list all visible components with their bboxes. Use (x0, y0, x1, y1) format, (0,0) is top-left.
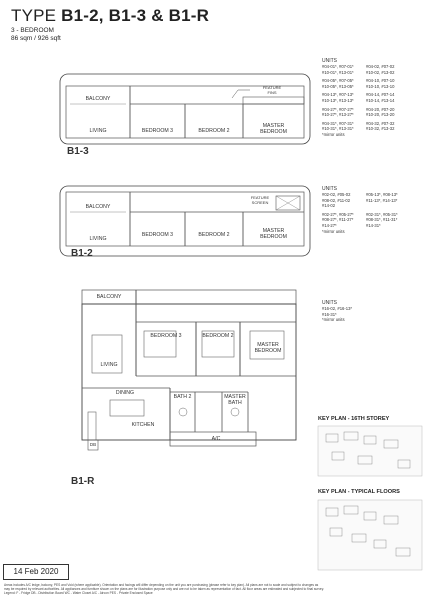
b12-master-label: MASTER BEDROOM (260, 228, 287, 240)
b1r-units-grid (322, 306, 430, 317)
b12-bedroom2-label: BEDROOM 2 (198, 232, 230, 238)
b1r-balcony-label: BALCONY (96, 294, 122, 300)
plan-b1-r-drawing (82, 290, 296, 450)
unit-cell: #04-01*, #07-01* (322, 64, 354, 69)
b12-units-heading: UNITS (322, 186, 337, 192)
keyplan-typical-title: KEY PLAN - TYPICAL FLOORS (318, 489, 400, 495)
b12-mirror-note: *mirror units (322, 228, 345, 234)
unit-cell: #02-27*, #05-27* (322, 211, 354, 217)
unit-cell: #10-05*, #13-05* (322, 83, 354, 89)
unit-cell: #10-10, #13-10 (366, 83, 395, 89)
b1r-ac-label: A/C (211, 436, 221, 442)
b1r-bedroom2-label: BEDROOM 2 (202, 333, 234, 339)
unit-cell: #04-20, #07-20 (366, 106, 395, 112)
keyplan-16th-graphic (318, 426, 422, 476)
unit-cell: #08-27*, #11-27* (322, 217, 354, 223)
unit-cell: #10-02, #13-02 (366, 69, 395, 75)
unit-cell: #16-31* (322, 311, 337, 317)
plan-b1-3-label: B1-3 (67, 146, 89, 157)
b13-units-block (322, 58, 430, 137)
unit-cell: #04-32, #07-32 (366, 120, 395, 126)
unit-cell: #10-27*, #13-27* (322, 112, 354, 118)
unit-cell: #04-31*, #07-31* (322, 120, 354, 126)
unit-cell: #02-31*, #05-31* (366, 211, 398, 217)
b12-units-block (322, 186, 430, 234)
b13-mirror-note: *mirror units (322, 131, 345, 137)
unit-cell: #10-01*, #13-01* (322, 69, 354, 75)
unit-cell: #11-13*, #14-13* (366, 197, 398, 203)
b1r-mirror-note: *mirror units (322, 317, 345, 323)
b13-bedroom3-label: BEDROOM 3 (141, 128, 174, 134)
title-prefix: TYPE (11, 6, 62, 25)
unit-cell: #08-02, #11-02 (322, 197, 351, 203)
unit-cell: #14-27* (322, 222, 337, 228)
b13-living-label: LIVING (89, 128, 107, 134)
b1r-bedroom3-label: BEDROOM 3 (150, 333, 182, 339)
disclaimer (4, 583, 430, 595)
b13-feature-label: FEATURE FINS (262, 85, 282, 95)
unit-area: 86 sqm / 926 sqft (11, 35, 61, 42)
plan-b1-2-label: B1-2 (71, 248, 93, 259)
b1r-master-bath-label: MASTER BATH (224, 394, 246, 406)
b13-units-grid (322, 107, 430, 118)
unit-cell: #04-05*, #07-05* (322, 78, 354, 84)
b1r-dining-label: DINING (115, 390, 135, 396)
unit-cell: #04-10, #07-10 (366, 78, 395, 84)
b1r-kitchen-label: KITCHEN (131, 422, 155, 428)
unit-cell (366, 203, 410, 209)
b13-master-label: MASTER BEDROOM (260, 123, 287, 135)
unit-cell: #08-31*, #11-31* (366, 217, 398, 223)
keyplan-16th-title: KEY PLAN - 16TH STOREY (318, 416, 390, 422)
unit-cell: #04-13*, #07-13* (322, 92, 354, 98)
unit-cell: #04-14, #07-14 (366, 92, 395, 98)
title-codes: B1-2, B1-3 & B1-R (61, 6, 210, 25)
unit-cell: #10-20, #13-20 (366, 112, 395, 118)
unit-cell: #04-02, #07-02 (366, 64, 395, 69)
unit-cell: #02-02, #05-02 (322, 192, 351, 197)
b12-feature-label: FEATURE SCREEN (250, 195, 270, 205)
b13-units-grid (322, 78, 430, 89)
disclaimer-line: Areas includes A/C ledge, balcony, PES and Void (where applicable). Orientation and facings will differ depending on the unit you are purchasing (please refer to key plan). All plans are not to scale and subject to changes as (4, 583, 319, 587)
b1r-master-label: MASTER BEDROOM (254, 342, 282, 354)
b12-units-grid (322, 212, 430, 229)
b1r-living-label: LIVING (100, 362, 118, 368)
b12-balcony-label: BALCONY (85, 204, 111, 210)
b1r-units-heading: UNITS (322, 300, 337, 306)
plan-b1-r-label: B1-R (71, 476, 95, 487)
b13-bedroom2-label: BEDROOM 2 (198, 128, 230, 134)
unit-cell: #10-31*, #13-31* (322, 126, 354, 132)
b13-units-grid (322, 121, 430, 132)
disclaimer-line: may be required by relevant authorities. All appliances and furniture shown on the plans are for illustration purpose only and are not to be taken as representation of fact. All floor areas are estimated and subjected to final survey. (4, 587, 324, 591)
unit-cell: #10-32, #13-32 (366, 126, 395, 132)
unit-cell: #10-14, #13-14 (366, 97, 395, 103)
unit-cell: #16-02, #16-13* (322, 306, 353, 311)
b1r-db-label: DB (89, 442, 97, 447)
unit-cell: #14-31* (366, 222, 381, 228)
legend-line: Legend: F - Fridge DB - Distribution Board WC - Water Closet A/C - Aircon PES - Private Enclosed Space (4, 591, 153, 595)
unit-cell: #04-27*, #07-27* (322, 106, 354, 112)
keyplan-typical-graphic (318, 500, 422, 570)
unit-cell: #05-13*, #08-13* (366, 192, 398, 197)
b13-units-grid (322, 92, 430, 103)
b13-balcony-label: BALCONY (85, 96, 111, 102)
b1r-units-block (322, 300, 430, 322)
b1r-bath2-label: BATH 2 (173, 394, 192, 400)
unit-cell: #10-13*, #13-13* (322, 97, 354, 103)
b12-living-label: LIVING (89, 236, 107, 242)
b12-units-grid (322, 192, 430, 209)
b13-units-grid (322, 64, 430, 75)
bedroom-count: 3 - BEDROOM (11, 27, 54, 34)
b12-bedroom3-label: BEDROOM 3 (141, 232, 174, 238)
unit-cell: #14-02 (322, 203, 336, 209)
date-stamp: 14 Feb 2020 (3, 564, 69, 580)
b13-units-heading: UNITS (322, 58, 337, 64)
